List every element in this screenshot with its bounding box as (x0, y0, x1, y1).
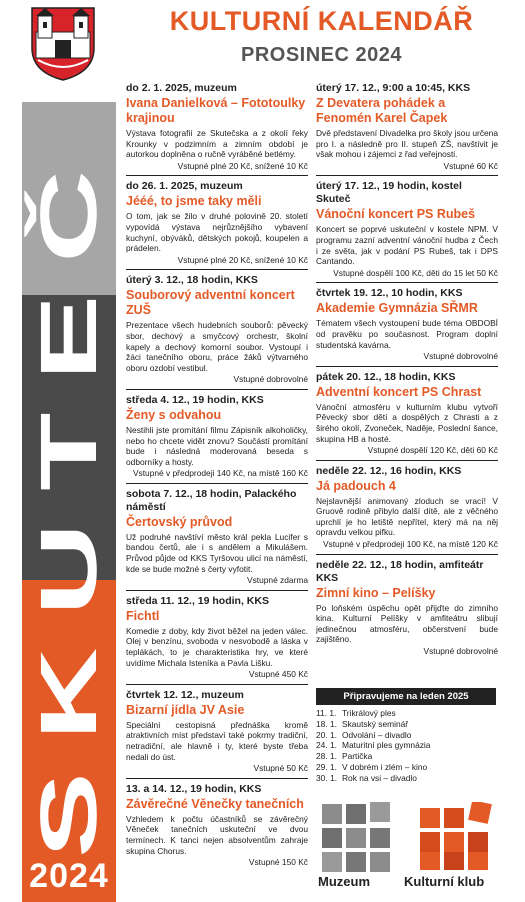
event-item (126, 684, 308, 778)
page-title: KULTURNÍ KALENDÁŘ (169, 6, 474, 36)
event-date: neděle 22. 12., 16 hodin, KKS (316, 464, 462, 477)
upcoming-date: 18. 1. (316, 718, 337, 729)
event-description: Už podruhé navštíví město král pekla Lucifer s bandou čertů, ale i s andělem a Mikulášem. Průvod půjde od KKS Tyršovou ulicí na náměstí, kde se bude možné s čerty vyfotit. (126, 531, 308, 574)
event-title: Souborový adventní koncert ZUŠ (126, 288, 295, 318)
event-date: úterý 3. 12., 18 hodin, KKS (126, 274, 258, 287)
event-price: Vstupné v předprodeji 140 Kč, na místě 160 Kč (132, 468, 308, 479)
event-item (316, 282, 498, 365)
event-description: Po loňském úspěchu opět přijďte do zimního kina. Kulturní Pelíšky v amfiteátru slibují jedinečnou atmosféru, občerstvení bude zajištěno. (316, 602, 498, 645)
event-date: středa 4. 12., 19 hodin, KKS (126, 393, 264, 406)
event-date: úterý 17. 12., 19 hodin, kostel Skuteč (316, 180, 462, 206)
event-price: Vstupné dobrovolné (423, 351, 498, 362)
event-title: Vánoční koncert PS Rubeš (316, 207, 476, 222)
event-description: Prezentace všech hudebních souborů: pěvecký sbor, dechový a smyčcový orchestr, školní kapely a dechový komorní soubor. Vystoupí i žáci tanečního oboru, práce žáků výtvarného oboru ozdobí vestibul. (126, 320, 308, 373)
event-price: Vstupné plné 20 Kč, snížené 10 Kč (177, 254, 308, 265)
event-description: Speciální cestopisná přednáška kromě atraktivních míst představí také pokrmy tradiční, netradiční, ale hlavně i ty, které byste třeba nedali do úst. (126, 719, 308, 762)
event-price: Vstupné 450 Kč (248, 669, 308, 680)
cultural-club-logo (418, 802, 494, 877)
event-title: Akademie Gymnázia SŘMR (316, 301, 478, 316)
upcoming-date: 28. 1. (316, 751, 337, 762)
event-title: Závěrečné Věnečky tanečních (126, 796, 304, 811)
event-title: Z Devatera pohádek a Fenomén Karel Čapek (316, 96, 448, 125)
upcoming-date: 11. 1. (316, 708, 337, 718)
upcoming-heading: Připravujeme na leden 2025 (316, 688, 496, 705)
event-title: Ivana Danielková – Fototoulky krajinou (126, 96, 306, 125)
event-date: sobota 7. 12., 18 hodin, Palackého náměstí (126, 487, 297, 513)
event-date: čtvrtek 12. 12., muzeum (126, 688, 244, 701)
upcoming-date: 20. 1. (316, 729, 337, 740)
event-item (126, 483, 308, 590)
event-price: Vstupné v předprodeji 100 Kč, na místě 120 Kč (322, 539, 498, 550)
event-item (126, 175, 308, 269)
event-price: Vstupné dobrovolné (233, 374, 308, 385)
event-item (316, 175, 498, 282)
event-date: do 2. 1. 2025, muzeum (126, 82, 237, 94)
museum-logo (320, 802, 392, 877)
event-description: Tématem všech vystoupení bude téma OBDOBÍ od pravěku po současnost. Program doplní studentská kavárna. (316, 318, 498, 350)
page-subtitle: PROSINEC 2024 (240, 44, 402, 66)
right-events-column (316, 78, 498, 661)
event-date: 13. a 14. 12., 19 hodin, KKS (126, 782, 262, 795)
event-date: pátek 20. 12., 18 hodin, KKS (316, 370, 456, 383)
event-description: Nestihli jste promítání filmu Zápisník alkoholičky, nebo ho chcete vidět znovu? Součástí promítání bude i následná moderovaná beseda s odborníky a hosty. (126, 424, 308, 467)
event-title: Čertovský průvod (126, 514, 233, 529)
event-title: Ženy s odvahou (126, 407, 222, 422)
event-item (126, 590, 308, 684)
event-title: Zimní kino – Pelíšky (316, 585, 436, 600)
upcoming-date: 24. 1. (316, 740, 337, 751)
upcoming-item (316, 762, 496, 773)
event-title: Bizarní jídla JV Asie (126, 702, 245, 717)
event-price: Vstupné plné 20 Kč, snížené 10 Kč (177, 160, 308, 171)
town-crest-logo (28, 4, 98, 82)
event-description: Vánoční atmosféru v kulturním klubu vytvoří Pěvecký sbor dětí a dospělých z Chrasti a z širého okolí, Zvoneček, Naděje, Poslední šance, skupina HB a hosté. (316, 401, 498, 444)
upcoming-item (316, 708, 496, 719)
event-date: čtvrtek 19. 12., 10 hodin, KKS (316, 287, 463, 300)
event-price: Vstupné dobrovolné (423, 646, 498, 657)
upcoming-date: 29. 1. (316, 761, 337, 772)
sidebar (22, 0, 116, 902)
event-description: Nejslavnější animovaný zloduch se vrací! V Gruově rodině přibylo další dítě, ale z věčného uprchlí je ho letiště nepřítel, který má na něj opravdu velkou pifku. (316, 495, 498, 538)
event-item (316, 366, 498, 460)
upcoming-list (316, 708, 496, 784)
upcoming-name: V dobrém i zlém – kino (342, 761, 428, 772)
event-price: Vstupné 150 Kč (248, 857, 308, 868)
cultural-club-logo-caption: Kulturní klub (404, 874, 485, 889)
event-price: Vstupné 60 Kč (443, 160, 498, 171)
event-description: Dvě představení Divadelka pro školy jsou určena pro I. a následně pro II. stupeň ZŠ, navštívit je však mohou i zájemci z řad veřejnosti. (316, 128, 498, 160)
upcoming-item (316, 773, 496, 784)
upcoming-date: 30. 1. (316, 772, 337, 783)
left-events-column (126, 78, 308, 872)
upcoming-name: Odvolání – divadlo (342, 729, 412, 740)
event-item (126, 269, 308, 389)
upcoming-name: Trikrálový ples (342, 708, 396, 718)
event-price: Vstupné 50 Kč (253, 763, 308, 774)
event-description: O tom, jak se žilo v druhé polovině 20. století vypovídá výstava nejrůznějšího vybavení kuchyní, obýváků, dětských pokojů, koupelen a prádelen. (126, 211, 308, 254)
event-item (316, 554, 498, 661)
event-title: Adventní koncert PS Chrast (316, 384, 482, 399)
event-title: Jééé, to jsme taky měli (126, 194, 262, 209)
event-item (316, 78, 498, 175)
event-description: Komedie z doby, kdy život běžel na jeden válec. Olej v benzínu, svoboda v nesvobodě a láska v teplákách, to je charakteristika hry, ve které uvidíme Michala Isteníka a Pavla Lišku. (126, 625, 308, 668)
event-price: Vstupné zdarma (247, 575, 308, 586)
event-item (316, 460, 498, 554)
event-title: Já padouch 4 (316, 478, 396, 493)
event-description: Výstava fotografií ze Skutečska a z okolí řeky Krounky v podzimním a zimním období je autorkou doplněna o ručně vyráběné betlémy. (126, 128, 308, 160)
museum-logo-caption: Muzeum (318, 874, 370, 889)
event-description: Koncert se poprvé uskuteční v kostele NPM. V programu zazní adventní vánoční hudba z Čech i ze světa, jak v podání PS Rubeš, tak i DPS Cantando. (316, 224, 498, 267)
town-name-text: SKUTEČ (24, 409, 113, 858)
upcoming-item (316, 751, 496, 762)
event-price: Vstupné dospělí 120 Kč, děti 60 Kč (367, 445, 498, 456)
upcoming-item (316, 730, 496, 741)
event-date: úterý 17. 12., 9:00 a 10:45, KKS (316, 82, 471, 94)
upcoming-item (316, 740, 496, 751)
event-price: Vstupné dospělí 100 Kč, děti do 15 let 50 Kč (333, 267, 498, 278)
event-date: do 26. 1. 2025, muzeum (126, 180, 243, 193)
event-date: neděle 22. 12., 18 hodin, amfiteátr KKS (316, 558, 484, 584)
event-title: Fichtl (126, 608, 160, 623)
upcoming-name: Maturitní ples gymnázia (342, 740, 431, 751)
upcoming-item (316, 719, 496, 730)
event-item (126, 778, 308, 872)
event-date: středa 11. 12., 19 hodin, KKS (126, 594, 269, 607)
event-item (126, 78, 308, 175)
upcoming-name: Rok na vsi – divadlo (342, 772, 417, 783)
sidebar-town-name (22, 0, 116, 902)
upcoming-name: Skautský seminář (342, 718, 409, 729)
event-item (126, 389, 308, 483)
event-description: Vzhledem k počtu účastníků se závěrečný Věneček tanečních uskuteční ve dvou termínech. K tanci nejen absolventům zahraje skupina Chorus. (126, 813, 308, 856)
upcoming-name: Partička (342, 751, 373, 762)
upcoming-box (316, 688, 496, 784)
sidebar-year: 2024 (29, 857, 109, 895)
